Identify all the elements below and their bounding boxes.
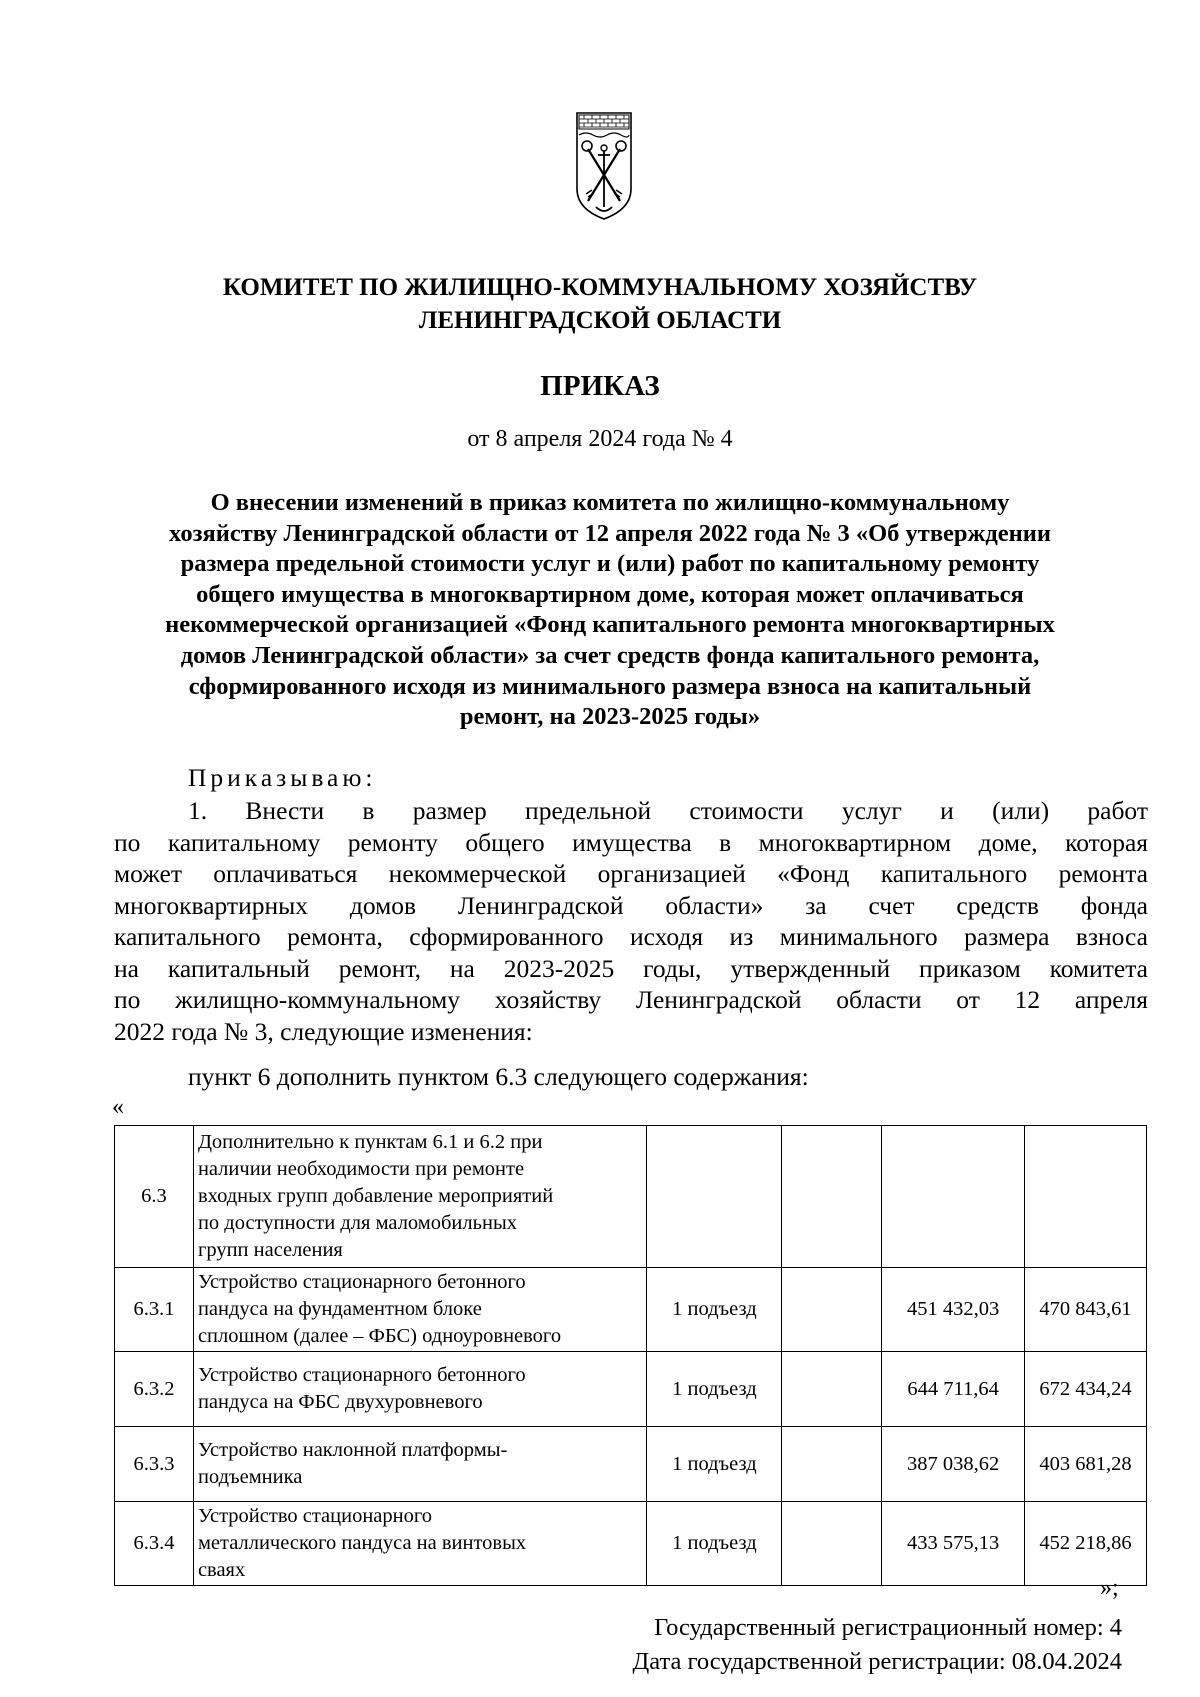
closing-quote: »; (1100, 1575, 1119, 1601)
organization-name-line2: ЛЕНИНГРАДСКОЙ ОБЛАСТИ (418, 307, 782, 334)
description-line: металлического пандуса на винтовых (197, 1532, 527, 1554)
subject-line: ремонт, на 2023-2025 годы» (459, 703, 761, 731)
row-description (193, 1502, 647, 1586)
order-word: Приказываю: (188, 763, 377, 792)
row-description (193, 1427, 647, 1502)
row-number: 6.3.4 (115, 1502, 194, 1586)
row-price-2024: 672 434,24 (1025, 1352, 1147, 1427)
organization-name-line1: КОМИТЕТ ПО ЖИЛИЩНО-КОММУНАЛЬНОМУ ХОЗЯЙСТВУ (222, 274, 978, 301)
paragraph-line: капитального ремонта, сформированного исходя из минимального размера взноса (114, 922, 1148, 951)
paragraph-line: 1. Внести в размер предельной стоимости услуг и (или) работ (188, 796, 1148, 825)
row-unit: 1 подъезд (647, 1268, 782, 1352)
description-line: групп населения (197, 1239, 343, 1261)
table-row (115, 1352, 1147, 1427)
row-unit: 1 подъезд (647, 1352, 782, 1427)
description-line: сваях (197, 1559, 246, 1581)
row-unit (647, 1126, 782, 1268)
description-line: Устройство стационарного бетонного (197, 1364, 526, 1386)
paragraph-line: многоквартирных домов Ленинградской области» за счет средств фонда (114, 890, 1148, 920)
table-row (115, 1126, 1147, 1268)
table-row (115, 1502, 1147, 1586)
paragraph-line: по жилищно-коммунальному хозяйству Ленинградской области от 12 апреля (114, 985, 1148, 1014)
document-type-title: ПРИКАЗ (540, 370, 660, 402)
row-empty-cell (782, 1268, 882, 1352)
row-number: 6.3.1 (115, 1268, 194, 1352)
row-price-2023: 451 432,03 (882, 1268, 1025, 1352)
subject-line: О внесении изменений в приказ комитета по жилищно-коммунальному (210, 489, 1010, 516)
subject-line: хозяйству Ленинградской области от 12 апреля 2022 года № 3 «Об утверждении (169, 519, 1051, 547)
description-line: входных групп добавление мероприятий (197, 1185, 554, 1207)
subject-line: домов Ленинградской области» за счет средств фонда капитального ремонта, (180, 641, 1040, 669)
description-line: Устройство наклонной платформы- (197, 1439, 508, 1461)
subject-line: размера предельной стоимости услуг и (или) работ по капитальному ремонту (180, 550, 1040, 578)
document-date-number: от 8 апреля 2024 года № 4 (467, 426, 733, 452)
description-line: сплошном (далее – ФБС) одноуровневого (197, 1325, 562, 1347)
description-line: подъемника (197, 1466, 303, 1488)
document-subject (110, 488, 1110, 733)
paragraph-line: 2022 года № 3, следующие изменения: (114, 1016, 533, 1046)
item-intro: пункт 6 дополнить пунктом 6.3 следующего содержания: (188, 1062, 809, 1091)
description-line: Устройство стационарного (197, 1505, 433, 1527)
description-line: наличии необходимости при ремонте (197, 1158, 525, 1180)
paragraph-1 (114, 795, 1148, 1047)
row-price-2024: 470 843,61 (1025, 1268, 1147, 1352)
row-empty-cell (782, 1352, 882, 1427)
row-price-2024 (1025, 1126, 1147, 1268)
paragraph-line: на капитальный ремонт, на 2023-2025 годы, утвержденный приказом комитета (114, 953, 1148, 983)
subject-line: сформированного исходя из минимального размера взноса на капитальный (188, 672, 1032, 700)
subject-line: общего имущества в многоквартирном доме, которая может оплачиваться (196, 580, 1024, 608)
row-price-2023 (882, 1126, 1025, 1268)
row-price-2024: 452 218,86 (1025, 1502, 1147, 1586)
row-empty-cell (782, 1126, 882, 1268)
row-price-2023: 387 038,62 (882, 1427, 1025, 1502)
row-number: 6.3 (115, 1126, 194, 1268)
row-empty-cell (782, 1427, 882, 1502)
description-line: пандуса на ФБС двухуровневого (197, 1391, 483, 1413)
row-description (193, 1352, 647, 1427)
description-line: Устройство стационарного бетонного (197, 1271, 526, 1293)
table-row (115, 1427, 1147, 1502)
paragraph-line: может оплачиваться некоммерческой организацией «Фонд капитального ремонта (114, 859, 1148, 888)
row-unit: 1 подъезд (647, 1502, 782, 1586)
row-unit: 1 подъезд (647, 1427, 782, 1502)
amendment-table (114, 1125, 1147, 1586)
row-description (193, 1126, 647, 1268)
subject-line: некоммерческой организацией «Фонд капитального ремонта многоквартирных (165, 611, 1055, 639)
row-price-2023: 644 711,64 (882, 1352, 1025, 1427)
registration-number: Государственный регистрационный номер: 4 (654, 1614, 1122, 1641)
row-number: 6.3.2 (115, 1352, 194, 1427)
table-row (115, 1268, 1147, 1352)
description-line: Дополнительно к пунктам 6.1 и 6.2 при (197, 1131, 543, 1153)
row-number: 6.3.3 (115, 1427, 194, 1502)
opening-quote: « (112, 1094, 124, 1120)
row-price-2023: 433 575,13 (882, 1502, 1025, 1586)
row-empty-cell (782, 1502, 882, 1586)
description-line: по доступности для маломобильных (197, 1212, 517, 1234)
row-price-2024: 403 681,28 (1025, 1427, 1147, 1502)
paragraph-line: по капитальному ремонту общего имущества в многоквартирном доме, которая (114, 827, 1148, 857)
description-line: пандуса на фундаментном блоке (197, 1298, 482, 1320)
row-description (193, 1268, 647, 1352)
registration-date: Дата государственной регистрации: 08.04.2024 (632, 1648, 1122, 1675)
coat-of-arms-emblem (574, 111, 634, 223)
